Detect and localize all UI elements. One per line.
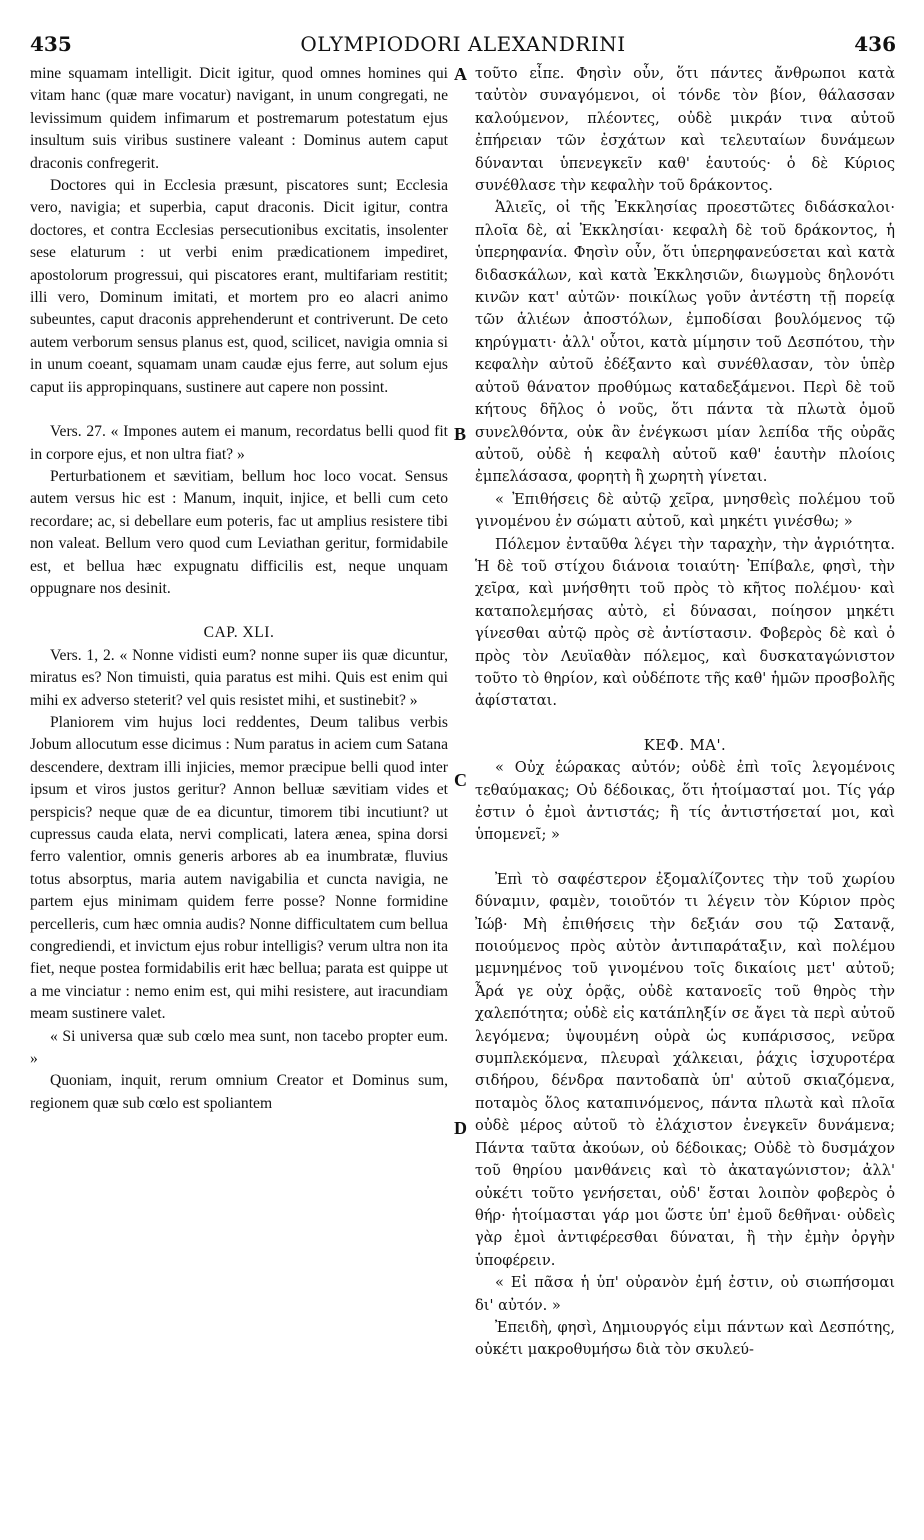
latin-column	[30, 63, 448, 1115]
greek-column	[475, 63, 895, 1362]
right-page-number: 436	[854, 32, 896, 56]
greek-verse: « Εἰ πᾶσα ἡ ὑπ' οὐρανὸν ἐμή ἐστιν, οὐ σιωπήσομαι δι' αὐτόν. »	[475, 1274, 895, 1314]
page-header	[30, 32, 896, 58]
section-marker-a: A	[454, 64, 467, 84]
section-marker-b: B	[454, 424, 467, 444]
latin-verse: Vers. 1, 2. « Nonne vidisti eum? nonne super iis quæ dicuntur, miratus es? Non timuisti, quia paratus est mihi. Quis est enim qui mihi ex adverso steterit? vel quis resistet mihi, et sustinebit? »	[30, 646, 448, 709]
greek-verse: « Ἐπιθήσεις δὲ αὐτῷ χεῖρα, μνησθεὶς πολέμου τοῦ γινομένου ἐν σώματι αὐτοῦ, καὶ μηκέτι γινέσθω; »	[475, 490, 895, 531]
latin-paragraph: Quoniam, inquit, rerum omnium Creator et Dominus sum, regionem quæ sub cœlo est spoliantem	[30, 1072, 448, 1112]
greek-paragraph: Ἁλιεῖς, οἱ τῆς Ἐκκλησίας προεστῶτες διδάσκαλοι· πλοῖα δὲ, αἱ Ἐκκλησίαι· κεφαλὴ δὲ τοῦ δράκοντος, ἡ ὑπερηφανία. Φησὶν οὖν, ὅτι ὑπερηφανεύσεται καὶ κατὰ διδασκάλων, καὶ κατὰ Ἐκκλησιῶν, διωγμοὺς δηλονότι κινῶν κατ' αὐτῶν· ποικίλως γοῦν ἀντέστη τῇ πορείᾳ τῶν ἁλιέων ἀποστόλων, ἐμποδίσαι βουλόμενος τῷ κηρύγματι· ἀλλ' οὗτοι, κατὰ μίμησιν τοῦ Δεσπότου, τὴν κεφαλὴν αὐτοῦ ἐδέξαντο καὶ συνέθλασαν, τὸν ὑπὲρ αὐτοῦ θάνατον προθύμως καταδεξάμενοι. Περὶ δὲ τοῦ κήτους δῆλος ὁ νοῦς, ὅτι πάντα τὰ πλωτὰ ὁμοῦ συνελθόντα, οὐκ ἂν ἐνέγκωσι μίαν λεπίδα τῆς οὐρᾶς αὐτοῦ, οὐδὲ ἡ κεφαλὴ αὐτοῦ καθ' ἑαυτὴν πλοίοις ἐμπελάσασα, φορητὴ ἢ χωρητὴ γίνεται.	[475, 199, 895, 486]
latin-verse: Vers. 27. « Impones autem ei manum, recordatus belli quod fit in corpore ejus, et non ultra fiat? »	[30, 423, 448, 463]
greek-chapter-heading: ΚΕΦ. ΜΑ'.	[643, 736, 727, 754]
greek-paragraph: Πόλεμον ἐνταῦθα λέγει τὴν ταραχὴν, τὴν ἀγριότητα. Ἡ δὲ τοῦ στίχου διάνοια τοιαύτη· Ἐπίβαλε, φησὶ, τὴν χεῖρα, καὶ μνήσθητι τοῦ πρὸς τὸ κῆτος πολέμου· καὶ καταπολεμήσας αὐτὸ, εἰ δύνασαι, ποίησον μηκέτι γίνεσθαι αὐτῷ πρὸς σὲ ἀντίστασιν. Φοβερὸς δὲ καὶ ὁ πρὸς τὸν Λευϊαθὰν πόλεμος, καὶ δυσκαταγώνιστον τοῦτο τὸ θηρίον, καὶ οὐδέποτε τῆς καθ' ἡμῶν προσβολῆς ἀφίσταται.	[475, 535, 895, 710]
greek-paragraph: Ἐπειδὴ, φησὶ, Δημιουργός εἰμι πάντων καὶ Δεσπότης, οὐκέτι μακροθυμήσω διὰ τὸν σκυλεύ-	[475, 1318, 895, 1359]
latin-paragraph: Perturbationem et sævitiam, bellum hoc loco vocat. Sensus autem versus hic est : Manum, inquit, injice, et belli cum ceto recordare; ac, si debellare eum poteris, fac ut amplius resistere tibi non valeat. Bellum vero quod cum Leviathan geritur, formidabile est, et bellua hæc expugnatu difficilis est, neque unquam oppugnare nos desinit.	[30, 467, 448, 597]
latin-paragraph: Planiorem vim hujus loci reddentes, Deum talibus verbis Jobum allocutum esse dicimus : Num paratus in aciem cum Satana descendere, dextram illi injicies, memor præcipue belli quod inter ipsum et viros justos geritur? Annon belluæ sævitiam vides et perspicis? neque quæ de ea dicuntur, timorem tibi incutiunt? ut cupressus cauda elata, nervi complicati, latera ænea, spina dorsi ferro valentior, omnis generis arbores ab ea inumbratæ, fluvius totus absorptus, maria autem navigabilia et cuncta navigia, ne partem ejus minimam quidem ferre posse? Nonne formidine percelleris, cum hæc omnia audis? Nonne difficultatem cum bellua congrediendi, et invictum ejus robur intelligis? verum ultra non ita fiet, neque postea formidabilis erit hæc bellua; parata est quippe ut a me vinciatur : nemo enim est, qui mihi resistere, aut iracundiam meam sustinere valet.	[30, 713, 448, 1023]
section-marker-d: D	[454, 1118, 467, 1138]
latin-verse: « Si universa quæ sub cœlo mea sunt, non tacebo propter eum. »	[30, 1027, 448, 1068]
section-marker-c: C	[454, 770, 467, 790]
greek-verse: « Οὐχ ἑώρακας αὐτόν; οὐδὲ ἐπὶ τοῖς λεγομένοις τεθαύμακας; Οὐ δέδοικας, ὅτι ἡτοίμασταί μοι. Τίς γάρ ἐστιν ὁ ἐμοὶ ἀντιστάς; ἢ τίς ἀντιστήσεταί μοι, καὶ ὑπομενεῖ; »	[475, 759, 895, 844]
greek-paragraph: Ἐπὶ τὸ σαφέστερον ἐξομαλίζοντες τὴν τοῦ χωρίου δύναμιν, φαμὲν, τοιοῦτόν τι λέγειν τὸν Κύριον πρὸς Ἰώβ· Μὴ ἐπιθήσεις τὴν δεξιάν σου τῷ Σατανᾷ, ποιούμενος πρὸς αὐτὸν ἀντιπαράταξιν, καὶ πολέμου μεμνημένος τοῦ γινομένου τοῖς δικαίοις μετ' αὐτοῦ; Ἆρά γε οὐχ ὁρᾷς, οὐδὲ κατανοεῖς τοῦ θηρὸς τὴν χαλεπότητα; οὐδὲ εἰς κατάπληξίν σε ἄγει τὰ περὶ αὐτοῦ λεγόμενα; ὑψουμένη οὐρὰ ὡς κυπάρισσος, νεῦρα συμπλεκόμενα, πλευραὶ χάλκειαι, ῥάχις ἰσχυροτέρα σιδήρου, δένδρα παντοδαπὰ ὑπ' αὐτοῦ σκιαζόμενα, ποταμὸς ὅλος καταπινόμενος, πάντα πλωτὰ καὶ πλοῖα οὐδὲ μέρος αὐτοῦ τὸ ἐλάχιστον ἐνεγκεῖν δυνάμενα; Πάντα ταῦτα ἀκούων, οὐ δέδοικας; Οὐδὲ τὸ δυσμάχον τοῦ θηρίου μανθάνεις καὶ τὸ ἀκαταγώνιστον; ἀλλ' οὐκέτι τοῦτο γενήσεται, οὐδ' ἔσται λοιπὸν φοβερὸς ὁ θήρ· ἡτοίμασται γάρ μοι ὥστε ὑπ' ἐμοῦ δεθῆναι· οὐδεὶς γὰρ ἐμοὶ ἀντιφέρεσθαι δύναται, ἢ τὴν ἐμὴν ὀργὴν ὑποφέρειν.	[475, 870, 895, 1269]
left-page-number: 435	[30, 32, 72, 56]
latin-chapter-heading: CAP. XLI.	[203, 624, 275, 642]
greek-paragraph: τοῦτο εἶπε. Φησὶν οὖν, ὅτι πάντες ἄνθρωποι κατὰ ταὐτὸν συναγόμενοι, οἱ τόνδε τὸν βίον, θάλασσαν καλούμενον, πλέοντες, οὐδὲ μικράν τινα αὐτοῦ ἐπήρειαν τῶν ἐσχάτων καὶ τελευταίων δυνάμεων δύνανται ὑπενεγκεῖν καθ' ἑαυτούς· ὁ δὲ Κύριος συνέθλασε τὴν κεφαλὴν τοῦ δράκοντος.	[475, 65, 895, 195]
latin-paragraph: mine squamam intelligit. Dicit igitur, quod omnes homines qui vitam hanc (quæ mare vocatur) navigant, in unum congregati, ne levissimum quidem infimarum et postremarum potestatum ejus insultum suis viribus sustinere valeant : Dominus autem caput draconis confregerit.	[30, 65, 448, 172]
latin-paragraph: Doctores qui in Ecclesia præsunt, piscatores sunt; Ecclesia vero, navigia; et superbia, caput draconis. Dicit igitur, contra doctores, et contra Ecclesias persecutionibus excitatis, insolenter sese elaturum : ut verbi enim prædicationem impediret, apostolorum progressui, qui piscatores erant, multifariam restitit; illi vero, Dominum imitati, et mortem pro eo alacri animo subeuntes, caput draconis apprehenderunt et contriverunt. De ceto autem verborum sensus planus est, quod, scilicet, navigia omnia si in unum coeant, squamam unam caudæ ejus ferre, aut solum ejus caput iis appropinquans, sustinere aut capere non possint.	[30, 177, 448, 396]
running-title: OLYMPIODORI ALEXANDRINI	[300, 32, 626, 56]
